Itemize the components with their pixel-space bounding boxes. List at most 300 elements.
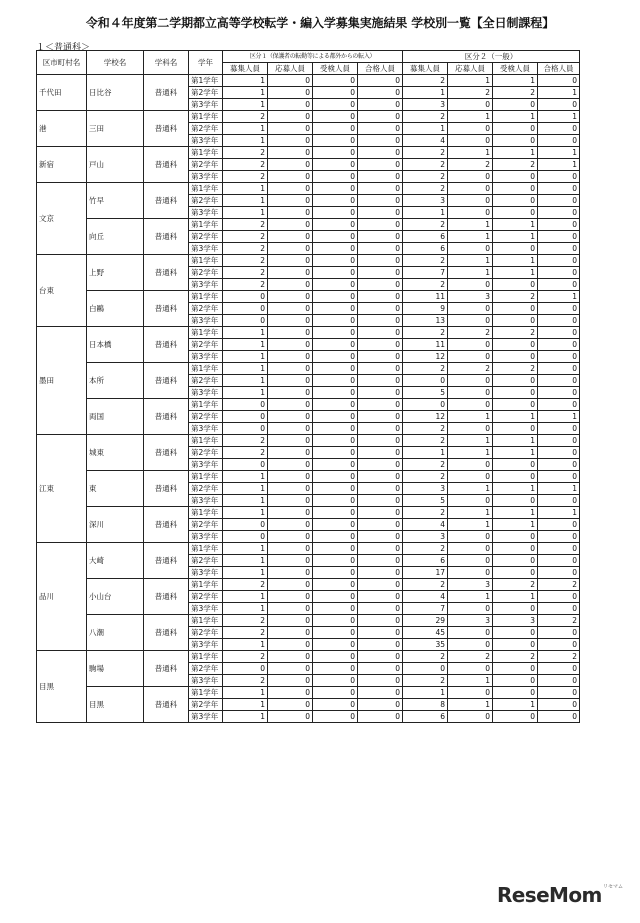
- course-cell: 普通科: [144, 435, 189, 471]
- value-cell: 0: [268, 75, 313, 87]
- grade-cell: 第2学年: [189, 87, 223, 99]
- value-cell: 0: [493, 303, 538, 315]
- header-course: 学科名: [144, 51, 189, 75]
- grade-cell: 第2学年: [189, 339, 223, 351]
- header-row-1: [37, 51, 580, 63]
- grade-cell: 第1学年: [189, 507, 223, 519]
- value-cell: 0: [268, 231, 313, 243]
- value-cell: 0: [268, 411, 313, 423]
- value-cell: 1: [538, 291, 580, 303]
- value-cell: 2: [403, 219, 448, 231]
- value-cell: 2: [403, 675, 448, 687]
- value-cell: 0: [268, 663, 313, 675]
- section-label: １＜普通科＞: [36, 43, 91, 53]
- value-cell: 0: [313, 75, 358, 87]
- value-cell: 0: [448, 171, 493, 183]
- value-cell: 1: [223, 711, 268, 723]
- value-cell: 0: [493, 663, 538, 675]
- value-cell: 0: [493, 195, 538, 207]
- value-cell: 0: [313, 399, 358, 411]
- value-cell: 0: [313, 375, 358, 387]
- value-cell: 0: [268, 651, 313, 663]
- value-cell: 0: [538, 543, 580, 555]
- value-cell: 0: [358, 195, 403, 207]
- value-cell: 2: [403, 159, 448, 171]
- value-cell: 2: [223, 159, 268, 171]
- value-cell: 0: [538, 399, 580, 411]
- value-cell: 0: [358, 627, 403, 639]
- results-table: [36, 50, 580, 723]
- value-cell: 1: [403, 123, 448, 135]
- value-cell: 2: [223, 231, 268, 243]
- value-cell: 0: [358, 255, 403, 267]
- value-cell: 0: [538, 531, 580, 543]
- value-cell: 0: [223, 531, 268, 543]
- value-cell: 0: [268, 171, 313, 183]
- value-cell: 1: [223, 483, 268, 495]
- table-body: [37, 75, 580, 723]
- table-row: [37, 399, 580, 411]
- value-cell: 1: [493, 111, 538, 123]
- grade-cell: 第2学年: [189, 195, 223, 207]
- value-cell: 1: [493, 255, 538, 267]
- value-cell: 2: [403, 327, 448, 339]
- value-cell: 0: [358, 231, 403, 243]
- value-cell: 5: [403, 495, 448, 507]
- value-cell: 0: [358, 111, 403, 123]
- grade-cell: 第2学年: [189, 591, 223, 603]
- value-cell: 0: [268, 267, 313, 279]
- value-cell: 0: [358, 555, 403, 567]
- value-cell: 0: [358, 387, 403, 399]
- course-cell: 普通科: [144, 471, 189, 507]
- table-row: [37, 327, 580, 339]
- ward-cell: 新宿: [37, 147, 87, 183]
- header-ward: 区市町村名: [37, 51, 87, 75]
- value-cell: 1: [448, 591, 493, 603]
- value-cell: 1: [538, 411, 580, 423]
- value-cell: 1: [448, 519, 493, 531]
- value-cell: 0: [493, 687, 538, 699]
- value-cell: 1: [493, 231, 538, 243]
- value-cell: 0: [313, 711, 358, 723]
- value-cell: 0: [538, 219, 580, 231]
- grade-cell: 第3学年: [189, 603, 223, 615]
- value-cell: 0: [268, 279, 313, 291]
- value-cell: 0: [268, 447, 313, 459]
- value-cell: 0: [313, 687, 358, 699]
- value-cell: 0: [538, 303, 580, 315]
- value-cell: 0: [358, 327, 403, 339]
- value-cell: 0: [313, 699, 358, 711]
- grade-cell: 第1学年: [189, 651, 223, 663]
- value-cell: 0: [358, 399, 403, 411]
- course-cell: 普通科: [144, 111, 189, 147]
- course-cell: 普通科: [144, 543, 189, 579]
- value-cell: 0: [538, 519, 580, 531]
- value-cell: 1: [448, 507, 493, 519]
- grade-cell: 第3学年: [189, 99, 223, 111]
- value-cell: 1: [493, 483, 538, 495]
- value-cell: 2: [448, 651, 493, 663]
- value-cell: 2: [223, 627, 268, 639]
- value-cell: 7: [403, 267, 448, 279]
- value-cell: 0: [538, 267, 580, 279]
- value-cell: 2: [493, 579, 538, 591]
- value-cell: 2: [493, 87, 538, 99]
- value-cell: 3: [448, 579, 493, 591]
- course-cell: 普通科: [144, 147, 189, 183]
- value-cell: 1: [448, 75, 493, 87]
- value-cell: 0: [493, 531, 538, 543]
- value-cell: 0: [358, 507, 403, 519]
- school-cell: 目黒: [87, 687, 144, 723]
- value-cell: 0: [538, 327, 580, 339]
- value-cell: 3: [403, 531, 448, 543]
- value-cell: 1: [448, 435, 493, 447]
- value-cell: 0: [448, 495, 493, 507]
- value-cell: 2: [223, 279, 268, 291]
- value-cell: 0: [313, 471, 358, 483]
- table-row: [37, 183, 580, 195]
- table-row: [37, 75, 580, 87]
- value-cell: 0: [448, 531, 493, 543]
- value-cell: 0: [448, 195, 493, 207]
- value-cell: 3: [448, 291, 493, 303]
- value-cell: 0: [358, 303, 403, 315]
- value-cell: 1: [403, 447, 448, 459]
- value-cell: 12: [403, 351, 448, 363]
- value-cell: 0: [493, 243, 538, 255]
- grade-cell: 第3学年: [189, 171, 223, 183]
- value-cell: 0: [493, 399, 538, 411]
- value-cell: 0: [358, 435, 403, 447]
- value-cell: 0: [268, 579, 313, 591]
- grade-cell: 第2学年: [189, 303, 223, 315]
- value-cell: 0: [538, 675, 580, 687]
- value-cell: 0: [493, 339, 538, 351]
- value-cell: 1: [448, 447, 493, 459]
- value-cell: 0: [448, 375, 493, 387]
- value-cell: 1: [493, 507, 538, 519]
- course-cell: 普通科: [144, 327, 189, 363]
- value-cell: 0: [268, 111, 313, 123]
- value-cell: 0: [538, 231, 580, 243]
- grade-cell: 第2学年: [189, 231, 223, 243]
- value-cell: 0: [493, 603, 538, 615]
- value-cell: 0: [538, 663, 580, 675]
- value-cell: 17: [403, 567, 448, 579]
- value-cell: 0: [358, 411, 403, 423]
- value-cell: 1: [448, 267, 493, 279]
- school-cell: 本所: [87, 363, 144, 399]
- value-cell: 0: [358, 207, 403, 219]
- value-cell: 0: [268, 483, 313, 495]
- ward-cell: 目黒: [37, 651, 87, 723]
- value-cell: 0: [538, 207, 580, 219]
- value-cell: 0: [493, 351, 538, 363]
- grade-cell: 第2学年: [189, 123, 223, 135]
- value-cell: 2: [223, 219, 268, 231]
- value-cell: 0: [313, 111, 358, 123]
- value-cell: 0: [493, 459, 538, 471]
- grade-cell: 第1学年: [189, 543, 223, 555]
- grade-cell: 第1学年: [189, 147, 223, 159]
- school-cell: 八潮: [87, 615, 144, 651]
- value-cell: 1: [223, 135, 268, 147]
- value-cell: 0: [538, 435, 580, 447]
- value-cell: 0: [268, 699, 313, 711]
- grade-cell: 第2学年: [189, 159, 223, 171]
- value-cell: 1: [538, 483, 580, 495]
- value-cell: 0: [313, 291, 358, 303]
- value-cell: 0: [358, 315, 403, 327]
- value-cell: 0: [448, 279, 493, 291]
- value-cell: 1: [223, 639, 268, 651]
- value-cell: 0: [223, 291, 268, 303]
- value-cell: 2: [223, 615, 268, 627]
- header-school: 学校名: [87, 51, 144, 75]
- value-cell: 0: [493, 711, 538, 723]
- value-cell: 0: [493, 375, 538, 387]
- value-cell: 0: [538, 243, 580, 255]
- table-row: [37, 435, 580, 447]
- grade-cell: 第1学年: [189, 111, 223, 123]
- grade-cell: 第3学年: [189, 423, 223, 435]
- value-cell: 0: [268, 507, 313, 519]
- value-cell: 0: [313, 87, 358, 99]
- value-cell: 0: [538, 123, 580, 135]
- value-cell: 0: [313, 531, 358, 543]
- value-cell: 0: [358, 219, 403, 231]
- value-cell: 1: [223, 123, 268, 135]
- value-cell: 0: [448, 543, 493, 555]
- value-cell: 0: [268, 519, 313, 531]
- value-cell: 0: [313, 615, 358, 627]
- value-cell: 0: [538, 471, 580, 483]
- value-cell: 0: [313, 627, 358, 639]
- value-cell: 6: [403, 711, 448, 723]
- value-cell: 0: [448, 315, 493, 327]
- value-cell: 0: [223, 303, 268, 315]
- value-cell: 0: [268, 543, 313, 555]
- grade-cell: 第3学年: [189, 675, 223, 687]
- value-cell: 0: [313, 483, 358, 495]
- value-cell: 0: [358, 663, 403, 675]
- grade-cell: 第1学年: [189, 399, 223, 411]
- value-cell: 0: [358, 291, 403, 303]
- grade-cell: 第3学年: [189, 207, 223, 219]
- value-cell: 0: [493, 315, 538, 327]
- school-cell: 小山台: [87, 579, 144, 615]
- table-row: [37, 147, 580, 159]
- course-cell: 普通科: [144, 219, 189, 255]
- value-cell: 0: [313, 315, 358, 327]
- value-cell: 0: [358, 615, 403, 627]
- value-cell: 0: [268, 387, 313, 399]
- ward-cell: 品川: [37, 543, 87, 651]
- value-cell: 0: [358, 99, 403, 111]
- value-cell: 0: [313, 459, 358, 471]
- value-cell: 0: [448, 663, 493, 675]
- value-cell: 3: [448, 615, 493, 627]
- value-cell: 1: [493, 435, 538, 447]
- value-cell: 1: [223, 603, 268, 615]
- value-cell: 0: [448, 399, 493, 411]
- value-cell: 0: [358, 495, 403, 507]
- value-cell: 2: [493, 363, 538, 375]
- value-cell: 0: [313, 411, 358, 423]
- school-cell: 三田: [87, 111, 144, 147]
- value-cell: 0: [358, 543, 403, 555]
- value-cell: 0: [268, 135, 313, 147]
- value-cell: 2: [223, 447, 268, 459]
- value-cell: 1: [223, 543, 268, 555]
- value-cell: 0: [493, 543, 538, 555]
- value-cell: 0: [538, 195, 580, 207]
- value-cell: 0: [313, 543, 358, 555]
- value-cell: 0: [538, 591, 580, 603]
- value-cell: 1: [223, 555, 268, 567]
- value-cell: 35: [403, 639, 448, 651]
- value-cell: 0: [313, 267, 358, 279]
- course-cell: 普通科: [144, 579, 189, 615]
- value-cell: 0: [538, 567, 580, 579]
- school-cell: 白鷗: [87, 291, 144, 327]
- value-cell: 2: [403, 435, 448, 447]
- value-cell: 6: [403, 555, 448, 567]
- value-cell: 1: [448, 675, 493, 687]
- value-cell: 1: [493, 519, 538, 531]
- value-cell: 1: [538, 159, 580, 171]
- table-row: [37, 219, 580, 231]
- value-cell: 0: [268, 195, 313, 207]
- value-cell: 0: [358, 579, 403, 591]
- school-cell: 城東: [87, 435, 144, 471]
- course-cell: 普通科: [144, 615, 189, 651]
- grade-cell: 第2学年: [189, 699, 223, 711]
- value-cell: 2: [493, 159, 538, 171]
- value-cell: 1: [493, 219, 538, 231]
- value-cell: 0: [538, 279, 580, 291]
- value-cell: 0: [268, 351, 313, 363]
- value-cell: 1: [493, 267, 538, 279]
- school-cell: 大崎: [87, 543, 144, 579]
- value-cell: 1: [448, 699, 493, 711]
- value-cell: 0: [448, 555, 493, 567]
- watermark-logo: ReseMom: [497, 883, 602, 907]
- value-cell: 2: [223, 675, 268, 687]
- value-cell: 0: [448, 603, 493, 615]
- value-cell: 0: [538, 423, 580, 435]
- value-cell: 0: [223, 315, 268, 327]
- value-cell: 0: [538, 339, 580, 351]
- grade-cell: 第3学年: [189, 387, 223, 399]
- value-cell: 3: [403, 483, 448, 495]
- value-cell: 0: [313, 243, 358, 255]
- header-group2: 区分２（一般）: [403, 51, 580, 63]
- course-cell: 普通科: [144, 507, 189, 543]
- value-cell: 1: [223, 327, 268, 339]
- value-cell: 2: [403, 579, 448, 591]
- value-cell: 2: [538, 651, 580, 663]
- value-cell: 0: [448, 183, 493, 195]
- value-cell: 0: [538, 171, 580, 183]
- ward-cell: 港: [37, 111, 87, 147]
- grade-cell: 第2学年: [189, 483, 223, 495]
- value-cell: 1: [223, 207, 268, 219]
- value-cell: 2: [403, 183, 448, 195]
- value-cell: 0: [268, 87, 313, 99]
- value-cell: 1: [538, 111, 580, 123]
- value-cell: 3: [403, 99, 448, 111]
- value-cell: 1: [223, 471, 268, 483]
- value-cell: 0: [448, 423, 493, 435]
- value-cell: 0: [268, 591, 313, 603]
- ward-cell: 江東: [37, 435, 87, 543]
- value-cell: 1: [223, 699, 268, 711]
- value-cell: 1: [223, 591, 268, 603]
- value-cell: 0: [313, 183, 358, 195]
- value-cell: 1: [223, 375, 268, 387]
- course-cell: 普通科: [144, 687, 189, 723]
- value-cell: 2: [223, 651, 268, 663]
- value-cell: 1: [403, 87, 448, 99]
- value-cell: 9: [403, 303, 448, 315]
- grade-cell: 第1学年: [189, 363, 223, 375]
- value-cell: 0: [493, 279, 538, 291]
- course-cell: 普通科: [144, 291, 189, 327]
- value-cell: 0: [313, 99, 358, 111]
- value-cell: 1: [223, 495, 268, 507]
- value-cell: 1: [538, 507, 580, 519]
- value-cell: 0: [268, 243, 313, 255]
- value-cell: 0: [313, 567, 358, 579]
- value-cell: 0: [538, 603, 580, 615]
- table-row: [37, 363, 580, 375]
- grade-cell: 第3学年: [189, 351, 223, 363]
- value-cell: 0: [493, 627, 538, 639]
- value-cell: 0: [313, 603, 358, 615]
- value-cell: 6: [403, 243, 448, 255]
- table-row: [37, 471, 580, 483]
- value-cell: 0: [223, 411, 268, 423]
- value-cell: 0: [313, 495, 358, 507]
- value-cell: 0: [358, 651, 403, 663]
- grade-cell: 第3学年: [189, 495, 223, 507]
- table-row: [37, 579, 580, 591]
- value-cell: 2: [448, 87, 493, 99]
- value-cell: 0: [268, 183, 313, 195]
- value-cell: 0: [538, 255, 580, 267]
- value-cell: 1: [223, 339, 268, 351]
- value-cell: 0: [223, 459, 268, 471]
- value-cell: 0: [358, 243, 403, 255]
- value-cell: 0: [313, 675, 358, 687]
- table-row: [37, 687, 580, 699]
- grade-cell: 第3学年: [189, 459, 223, 471]
- value-cell: 0: [448, 351, 493, 363]
- value-cell: 1: [223, 99, 268, 111]
- value-cell: 0: [493, 495, 538, 507]
- value-cell: 2: [223, 435, 268, 447]
- value-cell: 2: [403, 279, 448, 291]
- value-cell: 2: [403, 75, 448, 87]
- value-cell: 0: [268, 555, 313, 567]
- value-cell: 2: [493, 651, 538, 663]
- value-cell: 0: [313, 447, 358, 459]
- value-cell: 3: [493, 615, 538, 627]
